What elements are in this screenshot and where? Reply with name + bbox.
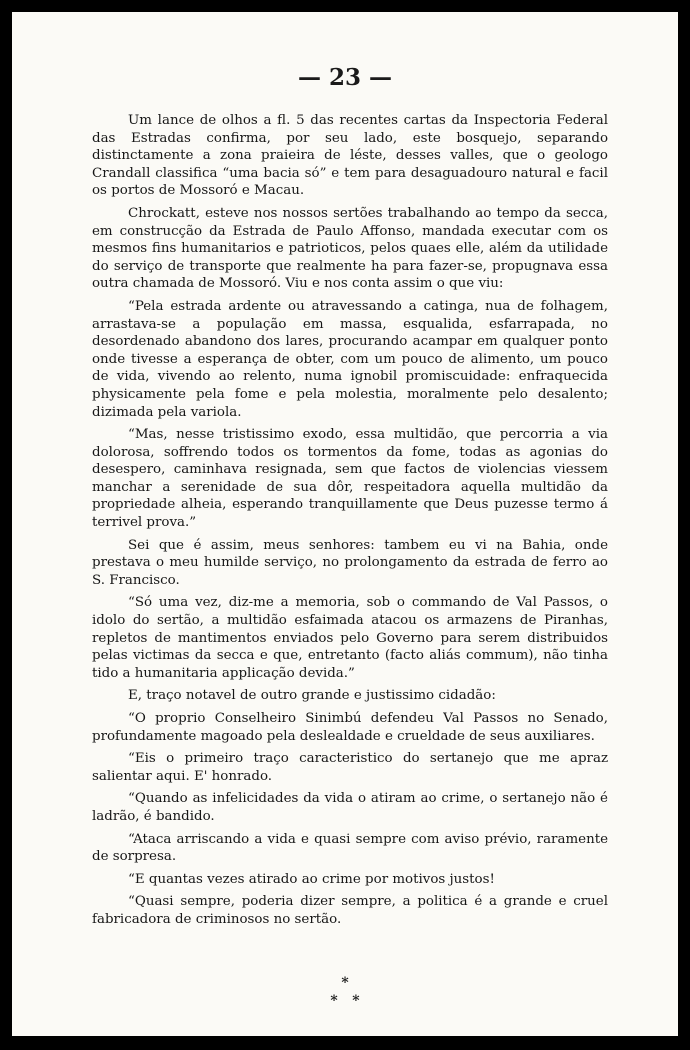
paragraph: “Mas, nesse tristissimo exodo, essa multidão, que percorria a via dolorosa, soffrendo todos os tormentos da fome, todas as agonias do desespero, caminhava resignada, sem que factos de violencias viessem manchar a serenidade de sua dôr, respeitadora aquella multidão da propriedade alheia, esperando tranquillamente que Deus puzesse termo á terrivel prova.”: [92, 427, 608, 531]
paragraph: Chrockatt, esteve nos nossos sertões trabalhando ao tempo da secca, em construcção da Estrada de Paulo Affonso, mandada executar com os mesmos fins humanitarios e patrioticos, pelos quaes elle, além da utilidade do serviço de transporte que realmente ha para fazer-se, propugnava essa outra chamada de Mossoró. Viu e nos conta assim o que viu:: [92, 205, 608, 292]
paragraph: Sei que é assim, meus senhores: tambem eu vi na Bahia, onde prestava o meu humilde serviço, no prolongamento da estrada de ferro ao S. Francisco.: [92, 537, 608, 588]
paragraph: “Quasi sempre, poderia dizer sempre, a politica é a grande e cruel fabricadora de criminosos no sertão.: [92, 894, 608, 927]
ornament-star-bottom: * *: [330, 993, 360, 1009]
page-number: — 23 —: [297, 64, 393, 91]
paragraph: “Pela estrada ardente ou atravessando a catinga, nua de folhagem, arrastava-se a população em massa, esqualida, esfarrapada, no desordenado abandono dos lares, procurando acampar em qualquer ponto onde tivesse a esperança de obter, com um pouco de alimento, um pouco de vida, vivendo ao relento, numa ignobil promiscuidade: enfraquecida physicamente pela fome e pela molestia, moralmente pelo desalento; dizimada pela variola.: [92, 298, 608, 420]
book-page: [12, 12, 678, 1036]
paragraph: “Só uma vez, diz-me a memoria, sob o commando de Val Passos, o idolo do sertão, a multidão esfaimada atacou os armazens de Piranhas, repletos de mantimentos enviados pelo Governo para serem distribuidos pelas victimas da secca e que, entretanto (facto aliás commum), não tinha tido a humanitaria applicação devida.”: [92, 595, 608, 681]
asterism-ornament: [12, 974, 678, 1010]
paragraph: “E quantas vezes atirado ao crime por motivos justos!: [128, 871, 495, 887]
paragraph: “O proprio Conselheiro Sinimbú defendeu Val Passos no Senado, profundamente magoado pela deslealdade e crueldade de seus auxiliares.: [92, 711, 608, 744]
paragraph: “Quando as infelicidades da vida o atiram ao crime, o sertanejo não é ladrão, é bandido.: [92, 791, 608, 824]
paragraph: Um lance de olhos a fl. 5 das recentes cartas da Inspectoria Federal das Estradas confirma, por seu lado, este bosquejo, separando distinctamente a zona praieira de léste, desses valles, que o geologo Crandall classifica “uma bacia só” e tem para desaguadouro natural e facil os portos de Mossoró e Macau.: [92, 113, 608, 199]
paragraph: “Ataca arriscando a vida e quasi sempre com aviso prévio, raramente de sorpresa.: [92, 831, 608, 865]
ornament-star-top: *: [341, 975, 349, 991]
page-body: [92, 112, 608, 934]
paragraph: E, traço notavel de outro grande e justissimo cidadão:: [128, 688, 496, 704]
paragraph: “Eis o primeiro traço caracteristico do sertanejo que me apraz salientar aqui. E' honrado.: [92, 751, 608, 784]
